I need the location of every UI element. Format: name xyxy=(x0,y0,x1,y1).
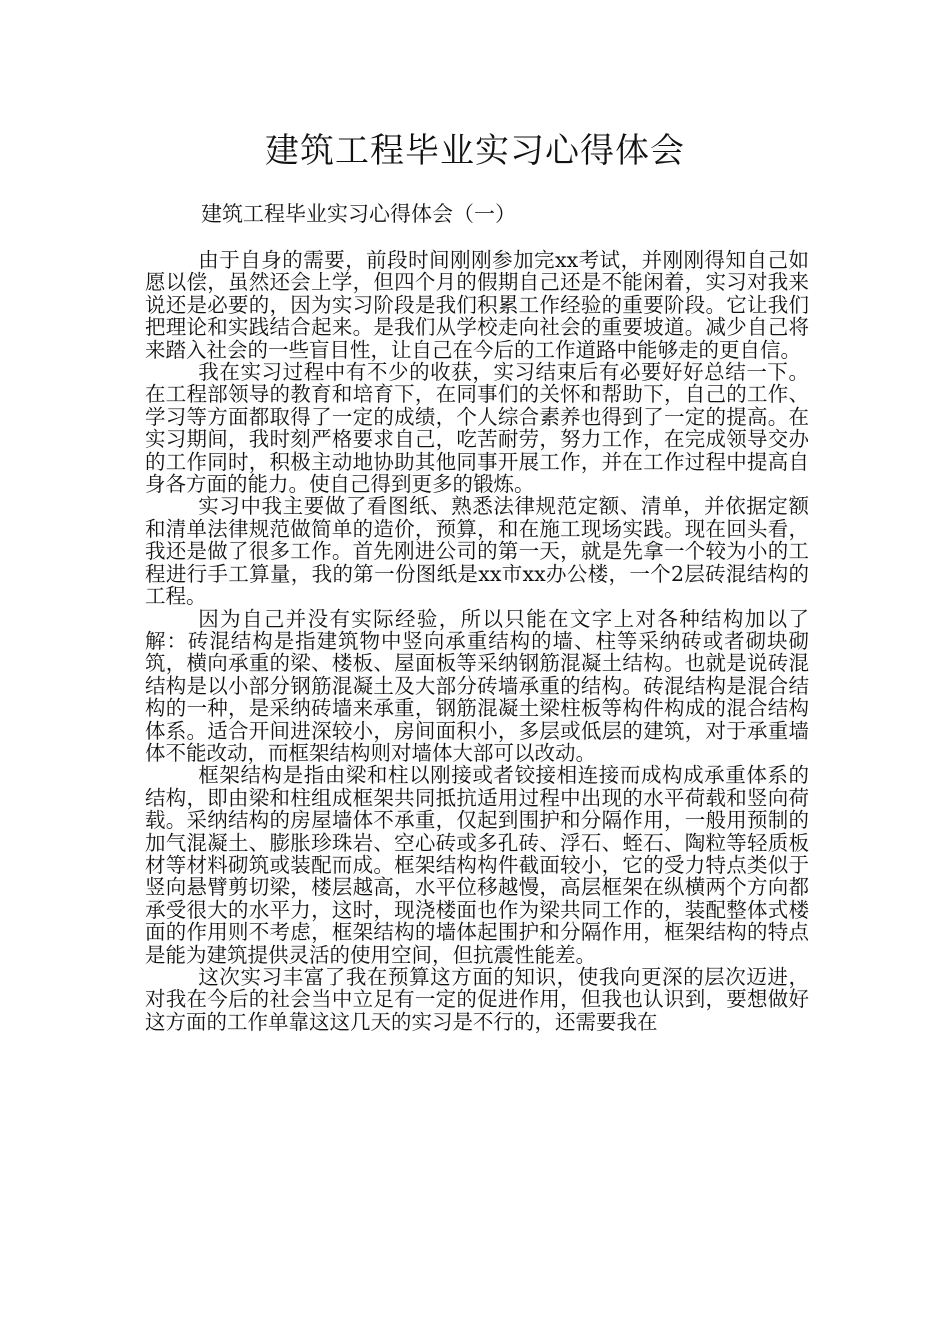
paragraph-3: 实习中我主要做了看图纸、熟悉法律规范定额、清单，并依据定额和清单法律规范做简单的造价，预算，和在施工现场实践。现在回头看，我还是做了很多工作。首先刚进公司的第一天，就是先拿一个较为小的工程进行手工算量，我的第一份图纸是xx市xx办公楼，一个2层砖混结构的工程。 xyxy=(145,494,809,609)
section-subtitle: 建筑工程毕业实习心得体会（一） xyxy=(201,202,516,226)
body-text xyxy=(145,249,809,1033)
paragraph-5: 框架结构是指由梁和柱以刚接或者铰接相连接而成构成承重体系的结构，即由梁和柱组成框架共同抵抗适用过程中出现的水平荷载和竖向荷载。采纳结构的房屋墙体不承重，仅起到围护和分隔作用，一般用预制的加气混凝土、膨胀珍珠岩、空心砖或多孔砖、浮石、蛭石、陶粒等轻质板材等材料砌筑或装配而成。框架结构构件截面较小，它的受力特点类似于竖向悬臂剪切梁，楼层越高，水平位移越慢，高层框架在纵横两个方向都承受很大的水平力，这时，现浇楼面也作为梁共同工作的，装配整体式楼面的作用则不考虑，框架结构的墙体起围护和分隔作用，框架结构的特点是能为建筑提供灵活的使用空间，但抗震性能差。 xyxy=(145,763,809,967)
paragraph-4: 因为自己并没有实际经验，所以只能在文字上对各种结构加以了解：砖混结构是指建筑物中竖向承重结构的墙、柱等采纳砖或者砌块砌筑，横向承重的梁、楼板、屋面板等采纳钢筋混凝土结构。也就是说砖混结构是以小部分钢筋混凝土及大部分砖墙承重的结构。砖混结构是混合结构的一种，是采纳砖墙来承重，钢筋混凝土梁柱板等构件构成的混合结构体系。适合开间进深较小，房间面积小，多层或低层的建筑，对于承重墙体不能改动，而框架结构则对墙体大部可以改动。 xyxy=(145,606,809,765)
paragraph-2: 我在实习过程中有不少的收获，实习结束后有必要好好总结一下。在工程部领导的教育和培育下，在同事们的关怀和帮助下，自己的工作、学习等方面都取得了一定的成绩，个人综合素养也得到了一定的提高。在实习期间，我时刻严格要求自己，吃苦耐劳，努力工作，在完成领导交办的工作同时，积极主动地协助其他同事开展工作，并在工作过程中提高自身各方面的能力。使自己得到更多的锻炼。 xyxy=(145,360,809,497)
paragraph-1: 由于自身的需要，前段时间刚刚参加完xx考试，并刚刚得知自己如愿以偿，虽然还会上学，但四个月的假期自己还是不能闲着，实习对我来说还是必要的，因为实习阶段是我们积累工作经验的重要阶段。它让我们把理论和实践结合起来。是我们从学校走向社会的重要坡道。减少自己将来踏入社会的一些盲目性，让自己在今后的工作道路中能够走的更自信。 xyxy=(145,248,809,362)
paragraph-6: 这次实习丰富了我在预算这方面的知识，使我向更深的层次迈进，对我在今后的社会当中立足有一定的促进作用，但我也认识到，要想做好这方面的工作单靠这这几天的实习是不行的，还需要我在 xyxy=(145,965,809,1034)
document-title: 建筑工程毕业实习心得体会 xyxy=(265,131,685,171)
